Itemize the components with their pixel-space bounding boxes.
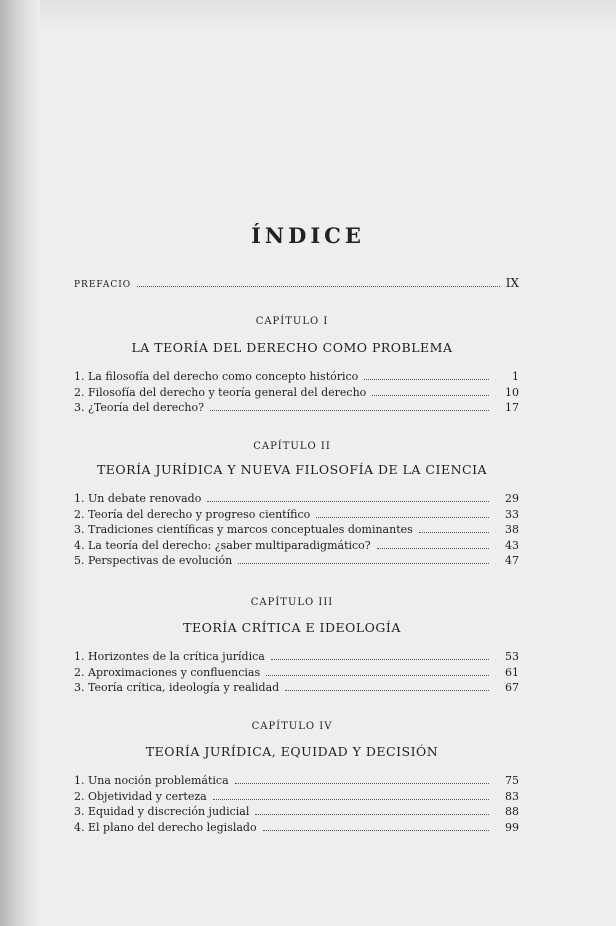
toc-entry[interactable] xyxy=(74,386,519,402)
entry-text: La filosofía del derecho como concepto histórico xyxy=(88,370,359,383)
chapter-3-label: CAPÍTULO III xyxy=(250,597,334,608)
toc-entry[interactable] xyxy=(74,821,519,837)
dot-leader xyxy=(364,370,489,380)
toc-entry[interactable] xyxy=(74,666,519,682)
entry-number: 2. xyxy=(74,507,85,521)
chapter-2-title: TEORÍA JURÍDICA Y NUEVA FILOSOFÍA DE LA CIENCIA xyxy=(96,462,488,477)
entry-page: 10 xyxy=(505,385,519,399)
toc-entry[interactable] xyxy=(74,774,519,790)
dot-leader xyxy=(137,277,500,287)
entry-text: Perspectivas de evolución xyxy=(88,554,233,567)
entry-number: 2. xyxy=(74,665,85,679)
chapter-4-title: TEORÍA JURÍDICA, EQUIDAD Y DECISIÓN xyxy=(145,744,439,759)
chapter-4-entries xyxy=(74,774,519,836)
entry-page: 43 xyxy=(505,538,519,552)
dot-leader xyxy=(271,650,489,660)
toc-entry[interactable] xyxy=(74,554,519,570)
dot-leader xyxy=(372,386,489,396)
entry-number: 3. xyxy=(74,805,85,818)
entry-page: 75 xyxy=(505,774,519,787)
dot-leader xyxy=(235,774,489,784)
entry-number: 1. xyxy=(74,370,85,383)
entry-text: Equidad y discreción judicial xyxy=(88,805,250,818)
dot-leader xyxy=(238,554,489,564)
entry-page: 99 xyxy=(505,820,519,834)
chapter-3-title: TEORÍA CRÍTICA E IDEOLOGÍA xyxy=(183,620,401,635)
entry-text: Tradiciones científicas y marcos conceptuales dominantes xyxy=(88,523,413,536)
entry-text: Teoría crítica, ideología y realidad xyxy=(88,681,280,694)
entry-text: La teoría del derecho: ¿saber multiparadigmático? xyxy=(88,538,371,552)
entry-page: 67 xyxy=(505,681,519,694)
entry-page: 17 xyxy=(505,401,519,414)
entry-number: 3. xyxy=(74,401,85,414)
entry-page: 29 xyxy=(505,492,519,505)
toc-entry[interactable] xyxy=(74,508,519,524)
dot-leader xyxy=(210,401,489,411)
page-top-shade xyxy=(0,0,616,30)
toc-entry[interactable] xyxy=(74,492,519,508)
entry-text: Un debate renovado xyxy=(88,492,202,505)
toc-entry[interactable] xyxy=(74,681,519,697)
page-title: ÍNDICE xyxy=(251,223,365,248)
chapter-1-title: LA TEORÍA DEL DERECHO COMO PROBLEMA xyxy=(131,340,453,355)
entry-text: Aproximaciones y confluencias xyxy=(88,665,261,679)
entry-number: 3. xyxy=(74,523,85,536)
entry-number: 5. xyxy=(74,554,85,567)
chapter-3-entries xyxy=(74,650,519,697)
toc-entry[interactable] xyxy=(74,370,519,386)
entry-text: ¿Teoría del derecho? xyxy=(88,401,204,414)
entry-number: 1. xyxy=(74,774,85,787)
toc-entry[interactable] xyxy=(74,401,519,417)
chapter-4-label: CAPÍTULO IV xyxy=(251,721,333,732)
dot-leader xyxy=(263,821,489,831)
entry-text: Una noción problemática xyxy=(88,774,229,787)
entry-number: 2. xyxy=(74,789,85,803)
dot-leader xyxy=(266,666,489,676)
entry-page: 83 xyxy=(505,789,519,803)
toc-entry[interactable] xyxy=(74,650,519,666)
entry-number: 2. xyxy=(74,385,85,399)
entry-text: El plano del derecho legislado xyxy=(88,820,257,834)
entry-text: Objetividad y certeza xyxy=(88,789,207,803)
entry-text: Filosofía del derecho y teoría general del derecho xyxy=(88,385,367,399)
entry-text: Teoría del derecho y progreso científico xyxy=(88,507,311,521)
entry-text: Horizontes de la crítica jurídica xyxy=(88,650,265,663)
chapter-2-entries xyxy=(74,492,519,570)
dot-leader xyxy=(316,508,489,518)
prefacio-page: IX xyxy=(505,276,519,290)
entry-page: 53 xyxy=(505,650,519,663)
entry-page: 33 xyxy=(505,507,519,521)
prefacio-entry[interactable] xyxy=(74,276,519,294)
dot-leader xyxy=(285,681,489,691)
entry-page: 47 xyxy=(505,554,519,567)
chapter-1-label: CAPÍTULO I xyxy=(255,316,329,327)
prefacio-label: PREFACIO xyxy=(74,280,132,290)
toc-entry[interactable] xyxy=(74,539,519,555)
entry-number: 1. xyxy=(74,650,85,663)
toc-entry[interactable] xyxy=(74,805,519,821)
chapter-1-entries xyxy=(74,370,519,417)
chapter-2-label: CAPÍTULO II xyxy=(253,441,331,452)
dot-leader xyxy=(419,523,489,533)
toc-entry[interactable] xyxy=(74,523,519,539)
entry-number: 4. xyxy=(74,538,85,552)
toc-entry[interactable] xyxy=(74,790,519,806)
entry-page: 88 xyxy=(505,805,519,818)
dot-leader xyxy=(207,492,489,502)
dot-leader xyxy=(255,805,489,815)
dot-leader xyxy=(377,539,489,549)
entry-number: 1. xyxy=(74,492,85,505)
entry-number: 3. xyxy=(74,681,85,694)
entry-page: 38 xyxy=(505,523,519,536)
dot-leader xyxy=(213,790,489,800)
entry-page: 1 xyxy=(512,370,519,383)
entry-page: 61 xyxy=(505,665,519,679)
entry-number: 4. xyxy=(74,820,85,834)
